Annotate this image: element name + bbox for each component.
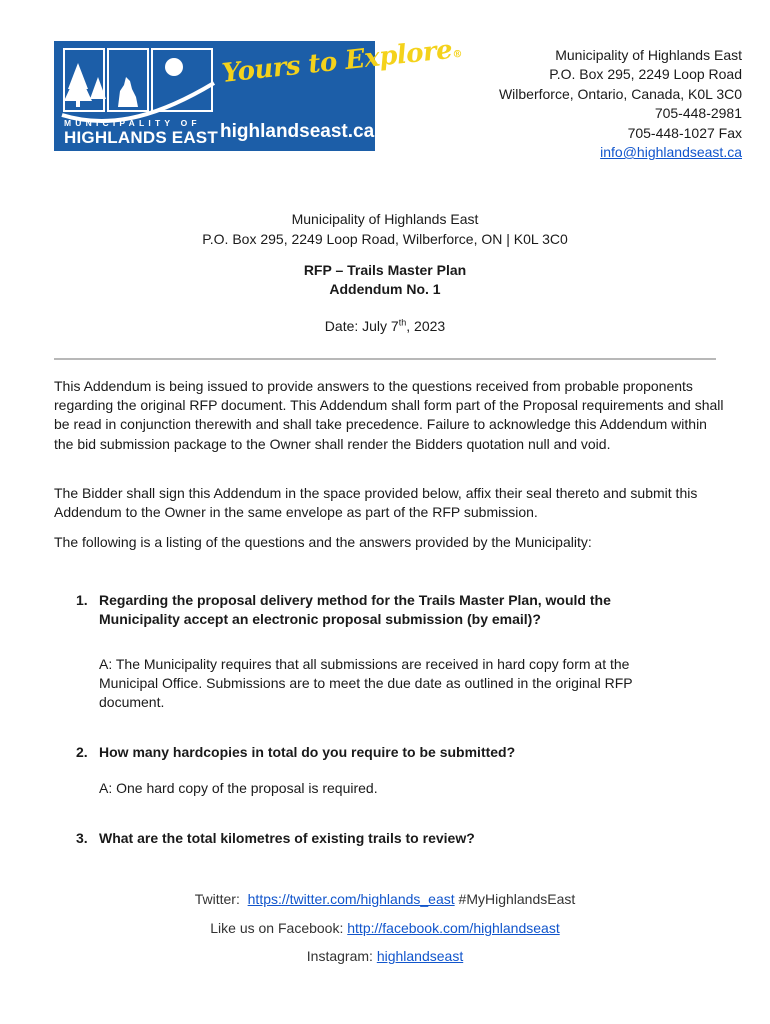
contact-email-link[interactable]: info@highlandseast.ca [600,144,742,161]
contact-block [499,46,742,162]
footer-instagram [0,948,770,964]
horizontal-divider [54,358,716,360]
contact-phone: 705-448-2981 [654,105,742,122]
contact-line-1: Municipality of Highlands East [555,47,742,63]
footer-facebook [0,920,770,936]
contact-line-2: P.O. Box 295, 2249 Loop Road [549,66,742,83]
contact-fax: 705-448-1027 Fax [627,124,742,141]
municipality-logo [54,34,463,151]
question-number: 3. [76,830,88,846]
logo-municipality-of: MUNICIPALITY OF [64,118,201,128]
footer-twitter [0,891,770,907]
instagram-link[interactable]: highlandseast [376,948,464,964]
logo-website: highlandseast.ca [220,121,375,142]
document-subtitle: Addendum No. 1 [329,281,441,297]
instagram-label: Instagram: [306,948,373,964]
answer-1: A: The Municipality requires that all submissions are received in hard copy form at the Municipal Office. Submissions are to meet the due date as outlined in the original RFP document. [99,656,633,711]
question-3 [76,829,686,848]
intro-paragraph: This Addendum is being issued to provide answers to the questions received from probable proponents regarding the original RFP document. This Addendum shall form part of the Proposal requirements and shall be read in conjunction therewith and shall take precedence. Failure to acknowledge this Addendum within the bid submission package to the Owner shall render the Bidders quotation null and void. [54,378,724,452]
document-title: RFP – Trails Master Plan [303,262,467,278]
question-text: Regarding the proposal delivery method for the Trails Master Plan, would the Municipality accept an electronic proposal submission (by email)? [99,592,611,628]
logo-name: HIGHLANDS EAST [64,128,218,147]
twitter-link[interactable]: https://twitter.com/highlands_east [247,891,455,907]
header-address: P.O. Box 295, 2249 Loop Road, Wilberforce, ON | K0L 3C0 [202,231,568,247]
question-number: 1. [76,592,88,608]
twitter-hashtag: #MyHighlandsEast [458,891,576,907]
contact-line-3: Wilberforce, Ontario, Canada, K0L 3C0 [498,85,742,102]
question-number: 2. [76,744,88,760]
question-1 [76,591,686,629]
logo-tagline: Yours to Explore® [220,34,463,89]
facebook-link[interactable]: http://facebook.com/highlandseast [347,920,560,936]
header-org: Municipality of Highlands East [291,211,479,227]
question-text: How many hardcopies in total do you require to be submitted? [99,744,516,760]
question-text: What are the total kilometres of existing trails to review? [99,830,475,846]
document-date: Date: July 7th, 2023 [324,317,446,334]
facebook-label: Like us on Facebook: [210,920,344,936]
question-2 [76,743,686,762]
listing-paragraph: The following is a listing of the questions and the answers provided by the Municipality: [54,534,592,550]
answer-2: A: One hard copy of the proposal is required. [99,780,378,796]
twitter-label: Twitter: [194,891,240,907]
signing-paragraph: The Bidder shall sign this Addendum in the space provided below, affix their seal thereto and submit this Addendum to the Owner in the same envelope as part of the RFP submission. [54,485,698,521]
